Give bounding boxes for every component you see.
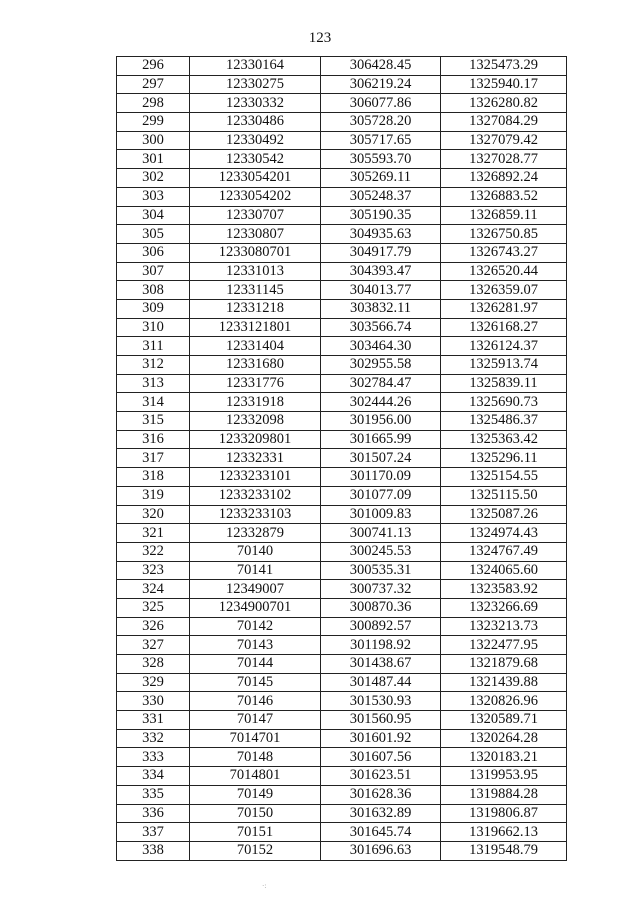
- row-index-cell: 300: [117, 131, 190, 150]
- table-row: [117, 299, 567, 318]
- x-coordinate-cell: 300535.31: [321, 561, 441, 580]
- table-row: [117, 561, 567, 580]
- y-coordinate-cell: 1326520.44: [441, 262, 567, 281]
- row-index-cell: 317: [117, 449, 190, 468]
- table-row: [117, 113, 567, 132]
- row-index-cell: 324: [117, 580, 190, 599]
- row-index-cell: 302: [117, 169, 190, 188]
- row-index-cell: 308: [117, 281, 190, 300]
- point-id-cell: 12330332: [190, 94, 321, 113]
- point-id-cell: 7014801: [190, 767, 321, 786]
- table-row: [117, 225, 567, 244]
- y-coordinate-cell: 1323266.69: [441, 598, 567, 617]
- row-index-cell: 315: [117, 412, 190, 431]
- y-coordinate-cell: 1319662.13: [441, 823, 567, 842]
- x-coordinate-cell: 301665.99: [321, 430, 441, 449]
- row-index-cell: 320: [117, 505, 190, 524]
- row-index-cell: 305: [117, 225, 190, 244]
- table-row: [117, 449, 567, 468]
- point-id-cell: 70151: [190, 823, 321, 842]
- x-coordinate-cell: 306219.24: [321, 75, 441, 94]
- y-coordinate-cell: 1326124.37: [441, 337, 567, 356]
- y-coordinate-cell: 1326280.82: [441, 94, 567, 113]
- point-id-cell: 7014701: [190, 729, 321, 748]
- table-row: [117, 94, 567, 113]
- row-index-cell: 328: [117, 655, 190, 674]
- point-id-cell: 1233121801: [190, 318, 321, 337]
- y-coordinate-cell: 1326281.97: [441, 299, 567, 318]
- y-coordinate-cell: 1326883.52: [441, 187, 567, 206]
- table-row: [117, 57, 567, 76]
- y-coordinate-cell: 1325296.11: [441, 449, 567, 468]
- table-row: [117, 804, 567, 823]
- table-row: [117, 655, 567, 674]
- x-coordinate-cell: 301645.74: [321, 823, 441, 842]
- y-coordinate-cell: 1326743.27: [441, 243, 567, 262]
- row-index-cell: 332: [117, 729, 190, 748]
- table-row: [117, 673, 567, 692]
- row-index-cell: 330: [117, 692, 190, 711]
- table-row: [117, 711, 567, 730]
- x-coordinate-cell: 304917.79: [321, 243, 441, 262]
- row-index-cell: 337: [117, 823, 190, 842]
- y-coordinate-cell: 1324974.43: [441, 524, 567, 543]
- point-id-cell: 12331918: [190, 393, 321, 412]
- x-coordinate-cell: 300892.57: [321, 617, 441, 636]
- y-coordinate-cell: 1319884.28: [441, 785, 567, 804]
- row-index-cell: 335: [117, 785, 190, 804]
- table-row: [117, 748, 567, 767]
- row-index-cell: 329: [117, 673, 190, 692]
- point-id-cell: 12331404: [190, 337, 321, 356]
- x-coordinate-cell: 305717.65: [321, 131, 441, 150]
- table-row: [117, 243, 567, 262]
- x-coordinate-cell: 301560.95: [321, 711, 441, 730]
- row-index-cell: 334: [117, 767, 190, 786]
- y-coordinate-cell: 1320826.96: [441, 692, 567, 711]
- table-row: [117, 598, 567, 617]
- x-coordinate-cell: 301009.83: [321, 505, 441, 524]
- x-coordinate-cell: 301530.93: [321, 692, 441, 711]
- x-coordinate-cell: 301198.92: [321, 636, 441, 655]
- point-id-cell: 12331218: [190, 299, 321, 318]
- y-coordinate-cell: 1320183.21: [441, 748, 567, 767]
- row-index-cell: 306: [117, 243, 190, 262]
- y-coordinate-cell: 1324065.60: [441, 561, 567, 580]
- point-id-cell: 1233054202: [190, 187, 321, 206]
- x-coordinate-cell: 305269.11: [321, 169, 441, 188]
- table-row: [117, 767, 567, 786]
- point-id-cell: 70148: [190, 748, 321, 767]
- y-coordinate-cell: 1319953.95: [441, 767, 567, 786]
- point-id-cell: 12330164: [190, 57, 321, 76]
- table-row: [117, 412, 567, 431]
- point-id-cell: 12332098: [190, 412, 321, 431]
- table-row: [117, 150, 567, 169]
- table-row: [117, 281, 567, 300]
- row-index-cell: 309: [117, 299, 190, 318]
- table-row: [117, 580, 567, 599]
- point-id-cell: 70152: [190, 841, 321, 860]
- table-row: [117, 542, 567, 561]
- table-row: [117, 524, 567, 543]
- row-index-cell: 325: [117, 598, 190, 617]
- point-id-cell: 12330807: [190, 225, 321, 244]
- point-id-cell: 70146: [190, 692, 321, 711]
- row-index-cell: 307: [117, 262, 190, 281]
- x-coordinate-cell: 301077.09: [321, 486, 441, 505]
- row-index-cell: 336: [117, 804, 190, 823]
- coordinates-table: [116, 56, 567, 861]
- point-id-cell: 12330486: [190, 113, 321, 132]
- table-row: [117, 393, 567, 412]
- y-coordinate-cell: 1326859.11: [441, 206, 567, 225]
- y-coordinate-cell: 1323213.73: [441, 617, 567, 636]
- point-id-cell: 70145: [190, 673, 321, 692]
- table-row: [117, 486, 567, 505]
- y-coordinate-cell: 1326168.27: [441, 318, 567, 337]
- row-index-cell: 326: [117, 617, 190, 636]
- point-id-cell: 70143: [190, 636, 321, 655]
- table-row: [117, 468, 567, 487]
- point-id-cell: 1233233102: [190, 486, 321, 505]
- scan-speck: ·:: [262, 882, 267, 890]
- table-row: [117, 505, 567, 524]
- row-index-cell: 319: [117, 486, 190, 505]
- x-coordinate-cell: 306077.86: [321, 94, 441, 113]
- x-coordinate-cell: 300737.32: [321, 580, 441, 599]
- point-id-cell: 1233233103: [190, 505, 321, 524]
- y-coordinate-cell: 1327028.77: [441, 150, 567, 169]
- y-coordinate-cell: 1321879.68: [441, 655, 567, 674]
- table-row: [117, 430, 567, 449]
- y-coordinate-cell: 1320589.71: [441, 711, 567, 730]
- point-id-cell: 1233080701: [190, 243, 321, 262]
- x-coordinate-cell: 305190.35: [321, 206, 441, 225]
- y-coordinate-cell: 1325363.42: [441, 430, 567, 449]
- x-coordinate-cell: 301601.92: [321, 729, 441, 748]
- point-id-cell: 12332331: [190, 449, 321, 468]
- y-coordinate-cell: 1325473.29: [441, 57, 567, 76]
- x-coordinate-cell: 301628.36: [321, 785, 441, 804]
- point-id-cell: 70141: [190, 561, 321, 580]
- point-id-cell: 1233209801: [190, 430, 321, 449]
- y-coordinate-cell: 1319548.79: [441, 841, 567, 860]
- row-index-cell: 303: [117, 187, 190, 206]
- point-id-cell: 1234900701: [190, 598, 321, 617]
- y-coordinate-cell: 1325115.50: [441, 486, 567, 505]
- x-coordinate-cell: 301623.51: [321, 767, 441, 786]
- table-row: [117, 318, 567, 337]
- point-id-cell: 70140: [190, 542, 321, 561]
- y-coordinate-cell: 1325486.37: [441, 412, 567, 431]
- row-index-cell: 297: [117, 75, 190, 94]
- x-coordinate-cell: 301170.09: [321, 468, 441, 487]
- x-coordinate-cell: 304393.47: [321, 262, 441, 281]
- y-coordinate-cell: 1325087.26: [441, 505, 567, 524]
- point-id-cell: 12331013: [190, 262, 321, 281]
- y-coordinate-cell: 1327079.42: [441, 131, 567, 150]
- table-row: [117, 692, 567, 711]
- row-index-cell: 304: [117, 206, 190, 225]
- y-coordinate-cell: 1325913.74: [441, 356, 567, 375]
- x-coordinate-cell: 301507.24: [321, 449, 441, 468]
- row-index-cell: 338: [117, 841, 190, 860]
- y-coordinate-cell: 1322477.95: [441, 636, 567, 655]
- row-index-cell: 321: [117, 524, 190, 543]
- table-row: [117, 841, 567, 860]
- y-coordinate-cell: 1325690.73: [441, 393, 567, 412]
- table-row: [117, 169, 567, 188]
- row-index-cell: 322: [117, 542, 190, 561]
- point-id-cell: 70150: [190, 804, 321, 823]
- row-index-cell: 301: [117, 150, 190, 169]
- point-id-cell: 12330275: [190, 75, 321, 94]
- x-coordinate-cell: 302784.47: [321, 374, 441, 393]
- x-coordinate-cell: 304013.77: [321, 281, 441, 300]
- y-coordinate-cell: 1325839.11: [441, 374, 567, 393]
- row-index-cell: 316: [117, 430, 190, 449]
- row-index-cell: 314: [117, 393, 190, 412]
- point-id-cell: 12330542: [190, 150, 321, 169]
- row-index-cell: 327: [117, 636, 190, 655]
- point-id-cell: 12331145: [190, 281, 321, 300]
- row-index-cell: 313: [117, 374, 190, 393]
- table-row: [117, 374, 567, 393]
- y-coordinate-cell: 1320264.28: [441, 729, 567, 748]
- y-coordinate-cell: 1325940.17: [441, 75, 567, 94]
- point-id-cell: 70144: [190, 655, 321, 674]
- x-coordinate-cell: 303832.11: [321, 299, 441, 318]
- table-row: [117, 785, 567, 804]
- x-coordinate-cell: 301632.89: [321, 804, 441, 823]
- x-coordinate-cell: 301696.63: [321, 841, 441, 860]
- point-id-cell: 12330707: [190, 206, 321, 225]
- row-index-cell: 298: [117, 94, 190, 113]
- table-row: [117, 636, 567, 655]
- y-coordinate-cell: 1326750.85: [441, 225, 567, 244]
- coordinates-table-body: [117, 57, 567, 861]
- x-coordinate-cell: 300870.36: [321, 598, 441, 617]
- x-coordinate-cell: 300245.53: [321, 542, 441, 561]
- y-coordinate-cell: 1324767.49: [441, 542, 567, 561]
- point-id-cell: 12330492: [190, 131, 321, 150]
- row-index-cell: 318: [117, 468, 190, 487]
- point-id-cell: 12331776: [190, 374, 321, 393]
- x-coordinate-cell: 301956.00: [321, 412, 441, 431]
- x-coordinate-cell: 303566.74: [321, 318, 441, 337]
- x-coordinate-cell: 302955.58: [321, 356, 441, 375]
- table-row: [117, 131, 567, 150]
- y-coordinate-cell: 1323583.92: [441, 580, 567, 599]
- x-coordinate-cell: 301607.56: [321, 748, 441, 767]
- table-row: [117, 823, 567, 842]
- table-row: [117, 356, 567, 375]
- point-id-cell: 12349007: [190, 580, 321, 599]
- point-id-cell: 70149: [190, 785, 321, 804]
- y-coordinate-cell: 1325154.55: [441, 468, 567, 487]
- table-row: [117, 337, 567, 356]
- x-coordinate-cell: 301487.44: [321, 673, 441, 692]
- x-coordinate-cell: 305593.70: [321, 150, 441, 169]
- table-row: [117, 187, 567, 206]
- row-index-cell: 323: [117, 561, 190, 580]
- y-coordinate-cell: 1326359.07: [441, 281, 567, 300]
- point-id-cell: 70142: [190, 617, 321, 636]
- point-id-cell: 1233054201: [190, 169, 321, 188]
- x-coordinate-cell: 303464.30: [321, 337, 441, 356]
- x-coordinate-cell: 306428.45: [321, 57, 441, 76]
- row-index-cell: 333: [117, 748, 190, 767]
- x-coordinate-cell: 305728.20: [321, 113, 441, 132]
- table-row: [117, 262, 567, 281]
- page-number: 123: [308, 30, 332, 46]
- y-coordinate-cell: 1326892.24: [441, 169, 567, 188]
- x-coordinate-cell: 302444.26: [321, 393, 441, 412]
- x-coordinate-cell: 304935.63: [321, 225, 441, 244]
- row-index-cell: 311: [117, 337, 190, 356]
- row-index-cell: 310: [117, 318, 190, 337]
- table-row: [117, 206, 567, 225]
- y-coordinate-cell: 1319806.87: [441, 804, 567, 823]
- row-index-cell: 312: [117, 356, 190, 375]
- row-index-cell: 299: [117, 113, 190, 132]
- point-id-cell: 1233233101: [190, 468, 321, 487]
- point-id-cell: 12331680: [190, 356, 321, 375]
- x-coordinate-cell: 305248.37: [321, 187, 441, 206]
- y-coordinate-cell: 1327084.29: [441, 113, 567, 132]
- point-id-cell: 70147: [190, 711, 321, 730]
- y-coordinate-cell: 1321439.88: [441, 673, 567, 692]
- table-row: [117, 617, 567, 636]
- table-row: [117, 75, 567, 94]
- x-coordinate-cell: 300741.13: [321, 524, 441, 543]
- row-index-cell: 331: [117, 711, 190, 730]
- row-index-cell: 296: [117, 57, 190, 76]
- x-coordinate-cell: 301438.67: [321, 655, 441, 674]
- table-row: [117, 729, 567, 748]
- point-id-cell: 12332879: [190, 524, 321, 543]
